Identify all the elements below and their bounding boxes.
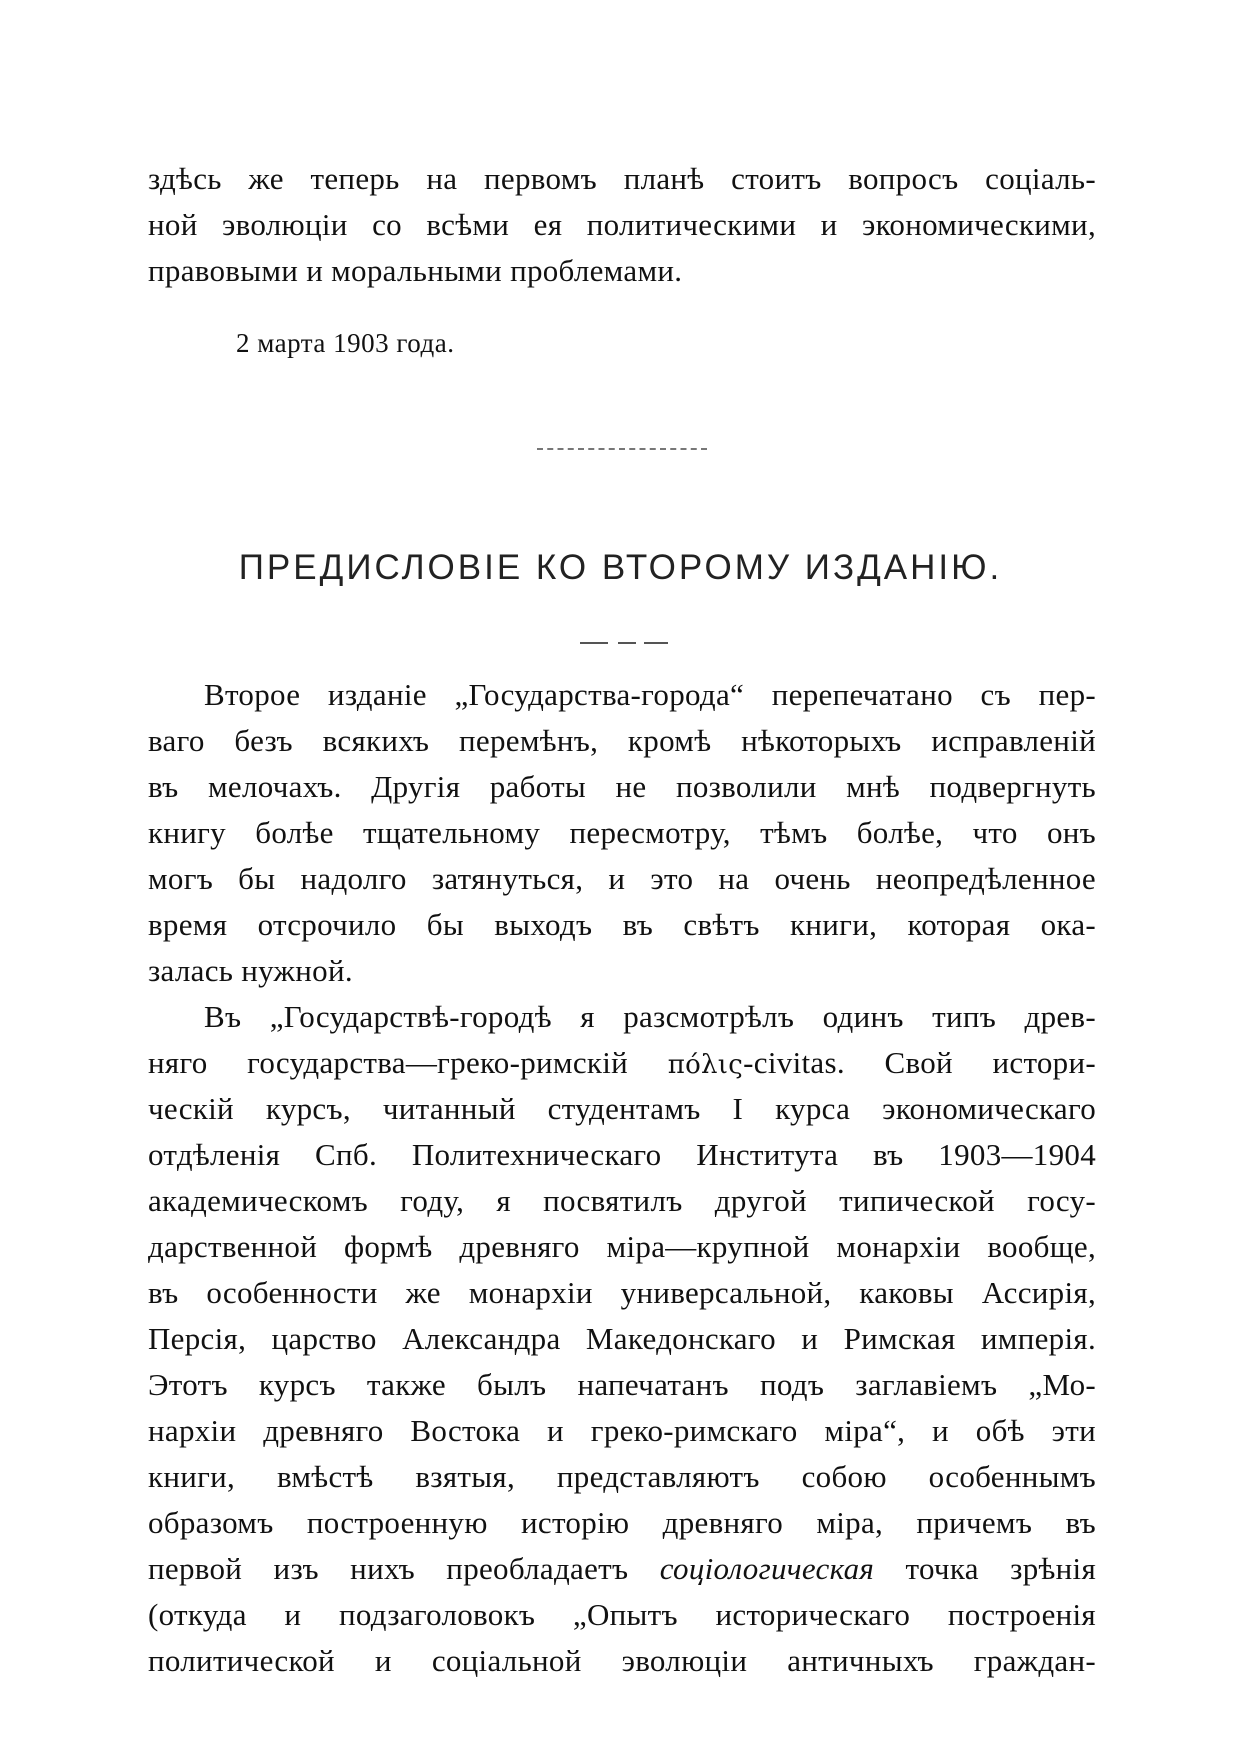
text-line: академическомъ году, я посвятилъ другой типической госу- xyxy=(148,1183,1096,1218)
text-line: время отсрочило бы выходъ въ свѣтъ книги, которая ока- xyxy=(148,907,1096,942)
text-fragment: первой изъ нихъ преобладаетъ xyxy=(148,1551,660,1586)
text-line: залась нужной. xyxy=(148,953,353,988)
text-line: ческій курсъ, читанный студентамъ I курса экономическаго xyxy=(148,1091,1096,1126)
greek-word: πόλις xyxy=(667,1050,744,1080)
dashed-separator xyxy=(537,448,707,454)
text-line: здѣсь же теперь на первомъ планѣ стоитъ вопросъ соціаль- xyxy=(148,161,1096,196)
text-line: Второе изданіе „Государства-города“ перепечатано съ пер- xyxy=(204,677,1096,712)
text-line: (откуда и подзаголовокъ „Опытъ историческаго построенія xyxy=(148,1597,1096,1632)
text-line: въ особенности же монархіи универсальной, каковы Ассирія, xyxy=(148,1275,1096,1310)
text-line: книгу болѣе тщательному пересмотру, тѣмъ болѣе, что онъ xyxy=(148,815,1096,850)
text-line: въ мелочахъ. Другія работы не позволили мнѣ подвергнуть xyxy=(148,769,1096,804)
text-line: ной эволюціи со всѣми ея политическими и экономическими, xyxy=(148,207,1096,242)
italic-word: соціологическая xyxy=(659,1551,875,1586)
text-line: отдѣленія Спб. Политехническаго Института въ 1903—1904 xyxy=(148,1137,1096,1172)
text-line: Въ „Государствѣ-городѣ я разсмотрѣлъ одинъ типъ древ- xyxy=(204,999,1096,1034)
text-line: дарственной формѣ древняго міра—крупной монархіи вообще, xyxy=(148,1229,1096,1264)
text-line: образомъ построенную исторію древняго міра, причемъ въ xyxy=(148,1505,1096,1540)
text-line: ваго безъ всякихъ перемѣнъ, кромѣ нѣкоторыхъ исправленій xyxy=(148,723,1096,758)
text-line: Этотъ курсъ также былъ напечатанъ подъ заглавіемъ „Мо- xyxy=(148,1367,1096,1402)
date-signature: 2 марта 1903 года. xyxy=(236,328,455,358)
text-line-with-greek xyxy=(148,1040,1096,1086)
main-text xyxy=(148,672,1096,1684)
text-line: Персія, царство Александра Македонскаго и Римская имперія. xyxy=(148,1321,1096,1356)
text-line: политической и соціальной эволюціи античныхъ граждан- xyxy=(148,1643,1096,1678)
text-line: могъ бы надолго затянуться, и это на очень неопредѣленное xyxy=(148,861,1096,896)
text-line: нархіи древняго Востока и греко-римскаго міра“, и обѣ эти xyxy=(148,1413,1096,1448)
text-fragment: няго государства—греко-римскій xyxy=(148,1045,668,1080)
text-line-with-italic xyxy=(148,1546,1096,1592)
title-rule xyxy=(580,642,668,644)
text-fragment: точка зрѣнія xyxy=(874,1551,1097,1586)
text-line: правовыми и моральными проблемами. xyxy=(148,253,683,288)
top-paragraph xyxy=(148,156,1096,294)
text-line: книги, вмѣстѣ взятыя, представляютъ собою особеннымъ xyxy=(148,1459,1096,1494)
section-title: ПРЕДИСЛОВІЕ КО ВТОРОМУ ИЗДАНІЮ. xyxy=(238,548,1003,587)
text-fragment: -civitas. Свой истори- xyxy=(743,1045,1096,1080)
